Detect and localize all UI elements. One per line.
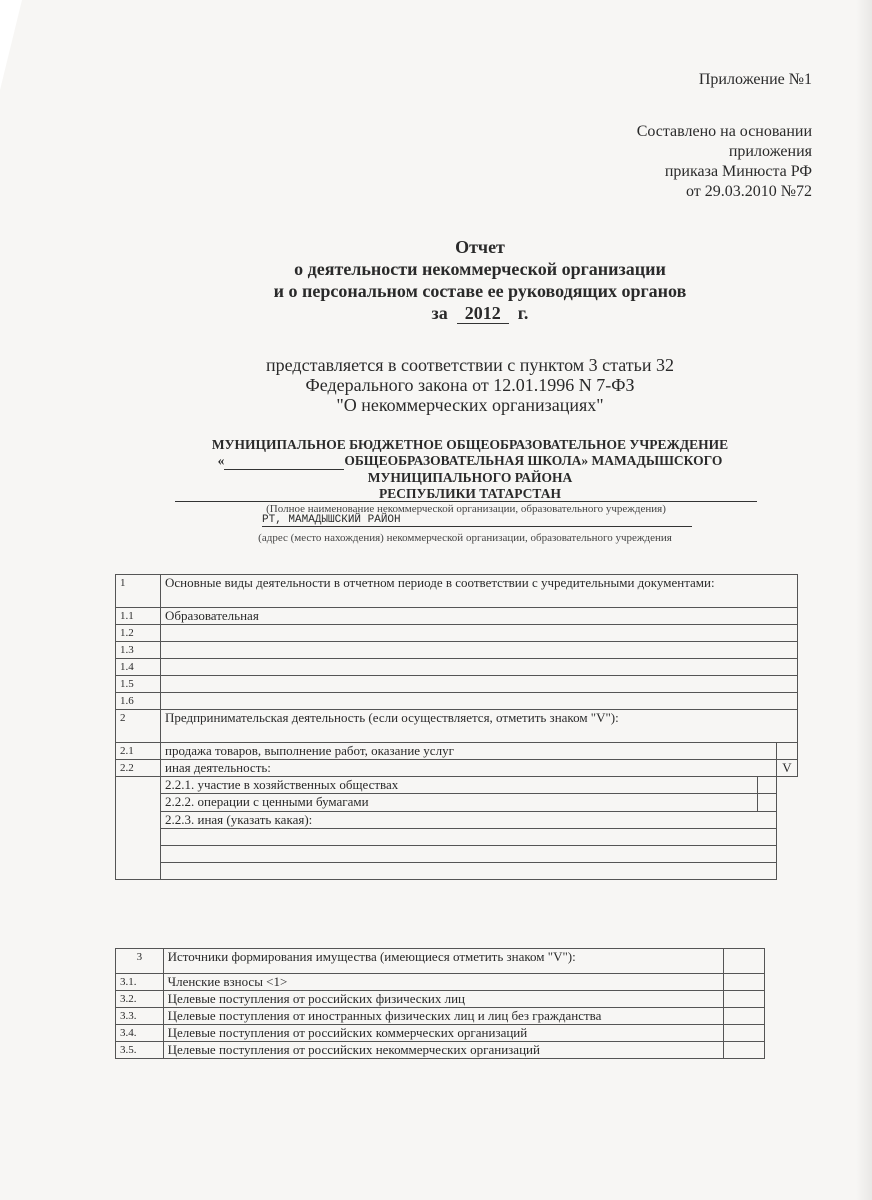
title-line-3: и о персональном составе ее руководящих органов: [273, 281, 687, 301]
org-line-1: МУНИЦИПАЛЬНОЕ БЮДЖЕТНОЕ ОБЩЕОБРАЗОВАТЕЛЬНОЕ УЧРЕЖДЕНИЕ: [211, 437, 729, 452]
row-num: 1.1: [116, 608, 161, 625]
subrow-mark: [758, 777, 777, 794]
row-mark: [723, 1025, 764, 1042]
section3-mark-header: [723, 949, 764, 974]
title-line-2: о деятельности некоммерческой организации: [294, 259, 666, 279]
table-row: [116, 743, 798, 760]
section2-num: 2: [116, 710, 161, 743]
row-mark: V: [777, 760, 798, 777]
basis-line-1: Составлено на основании: [636, 123, 812, 140]
row-num: 3.1.: [116, 974, 164, 991]
table-row: [116, 659, 798, 676]
table-row: [116, 642, 798, 659]
page-corner-fold: [0, 0, 22, 90]
organization-name: [170, 437, 770, 502]
table-row: [116, 693, 798, 710]
basis-line-4: от 29.03.2010 №72: [685, 183, 812, 200]
org-quote-open: «: [217, 453, 225, 468]
org-name-underline: [175, 501, 757, 502]
year-prefix: за: [431, 303, 448, 323]
org-line-3: МУНИЦИПАЛЬНОГО РАЙОНА: [367, 470, 573, 485]
table-row: [116, 991, 765, 1008]
row-num: 3.3.: [116, 1008, 164, 1025]
row-text: [161, 642, 798, 659]
title-year-line: [160, 302, 800, 324]
row-num: 1.6: [116, 693, 161, 710]
row-text: Целевые поступления от российских коммерческих организаций: [163, 1025, 723, 1042]
row-num: 3.2.: [116, 991, 164, 1008]
row-num: 3.4.: [116, 1025, 164, 1042]
subrow-spacer: [777, 846, 798, 863]
page-edge-shadow: [856, 0, 872, 1200]
section1-header-row: [116, 575, 798, 608]
org-address-text: РТ, МАМАДЫШСКИЙ РАЙОН: [262, 514, 401, 526]
table-row: [116, 1008, 765, 1025]
row-mark: [777, 743, 798, 760]
table-row: [116, 777, 798, 794]
table-row: [116, 811, 798, 828]
row-num: 3.5.: [116, 1042, 164, 1059]
basis-block: [500, 122, 812, 202]
row-num: 1.5: [116, 676, 161, 693]
property-sources-table: [115, 948, 765, 1059]
subrow-spacer: [777, 794, 798, 811]
basis-line-3: приказа Минюста РФ: [664, 163, 812, 180]
subtitle-line-3: "О некоммерческих организациях": [336, 395, 604, 415]
title-line-1: Отчет: [455, 237, 505, 257]
table-row: [116, 676, 798, 693]
subrow-text: [161, 846, 777, 863]
section3-num: 3: [116, 949, 164, 974]
subtitle-line-1: представляется в соответствии с пунктом 3 статьи 32: [266, 355, 674, 375]
row-text: Членские взносы <1>: [163, 974, 723, 991]
row-num: 1.4: [116, 659, 161, 676]
report-year: 2012: [457, 303, 509, 324]
table-row: [116, 1025, 765, 1042]
row-text: [161, 676, 798, 693]
table-row: [116, 863, 798, 880]
report-subtitle: [150, 355, 790, 415]
subrow-text: 2.2.1. участие в хозяйственных обществах: [161, 777, 758, 794]
section3-header-row: [116, 949, 765, 974]
subrows-num-cell: [116, 777, 161, 880]
row-text: Целевые поступления от российских некоммерческих организаций: [163, 1042, 723, 1059]
org-number-blank: [224, 453, 344, 470]
row-text: продажа товаров, выполнение работ, оказание услуг: [161, 743, 777, 760]
section1-num: 1: [116, 575, 161, 608]
row-num: 2.1: [116, 743, 161, 760]
org-line-2-text: ОБЩЕОБРАЗОВАТЕЛЬНАЯ ШКОЛА» МАМАДЫШСКОГО: [344, 453, 723, 468]
row-mark: [723, 1042, 764, 1059]
table-row: [116, 608, 798, 625]
activities-table: [115, 574, 798, 880]
row-text: [161, 693, 798, 710]
subrow-text: [161, 863, 777, 880]
subrow-spacer: [777, 777, 798, 794]
row-mark: [723, 991, 764, 1008]
org-address-caption: (адрес (место нахождения) некоммерческой организации, образовательного учреждения: [258, 532, 672, 544]
subrow-spacer: [777, 829, 798, 846]
row-num: 2.2: [116, 760, 161, 777]
row-text: Целевые поступления от иностранных физических лиц и лиц без гражданства: [163, 1008, 723, 1025]
subrow-spacer: [777, 811, 798, 828]
table-row: [116, 760, 798, 777]
table-row: [116, 846, 798, 863]
table-row: [116, 829, 798, 846]
row-mark: [723, 974, 764, 991]
row-text: [161, 625, 798, 642]
row-mark: [723, 1008, 764, 1025]
table-row: [116, 625, 798, 642]
row-text: Целевые поступления от российских физических лиц: [163, 991, 723, 1008]
subrow-text: 2.2.3. иная (указать какая):: [161, 811, 777, 828]
subtitle-line-2: Федерального закона от 12.01.1996 N 7-ФЗ: [305, 375, 635, 395]
report-title: [160, 236, 800, 324]
row-num: 1.2: [116, 625, 161, 642]
basis-line-2: приложения: [728, 143, 812, 160]
row-text: Образовательная: [161, 608, 798, 625]
org-address: [262, 514, 692, 527]
subrow-mark: [758, 794, 777, 811]
subrow-text: [161, 829, 777, 846]
subrow-text: 2.2.2. операции с ценными бумагами: [161, 794, 758, 811]
row-num: 1.3: [116, 642, 161, 659]
subrow-spacer: [777, 863, 798, 880]
table-row: [116, 1042, 765, 1059]
section3-title: Источники формирования имущества (имеющиеся отметить знаком "V"):: [163, 949, 723, 974]
appendix-label: [500, 70, 812, 90]
table-row: [116, 794, 798, 811]
section2-title: Предпринимательская деятельность (если осуществляется, отметить знаком "V"):: [161, 710, 798, 743]
org-line-4: РЕСПУБЛИКИ ТАТАРСТАН: [379, 486, 561, 501]
appendix-text: Приложение №1: [698, 71, 812, 88]
org-line-2: [170, 453, 770, 470]
year-suffix: г.: [517, 303, 529, 323]
org-name-caption: (Полное наименование некоммерческой организации, образовательного учреждения): [266, 503, 666, 515]
table-row: [116, 974, 765, 991]
row-text: иная деятельность:: [161, 760, 777, 777]
section1-title: Основные виды деятельности в отчетном периоде в соответствии с учредительными документами:: [161, 575, 798, 608]
row-text: [161, 659, 798, 676]
section2-header-row: [116, 710, 798, 743]
